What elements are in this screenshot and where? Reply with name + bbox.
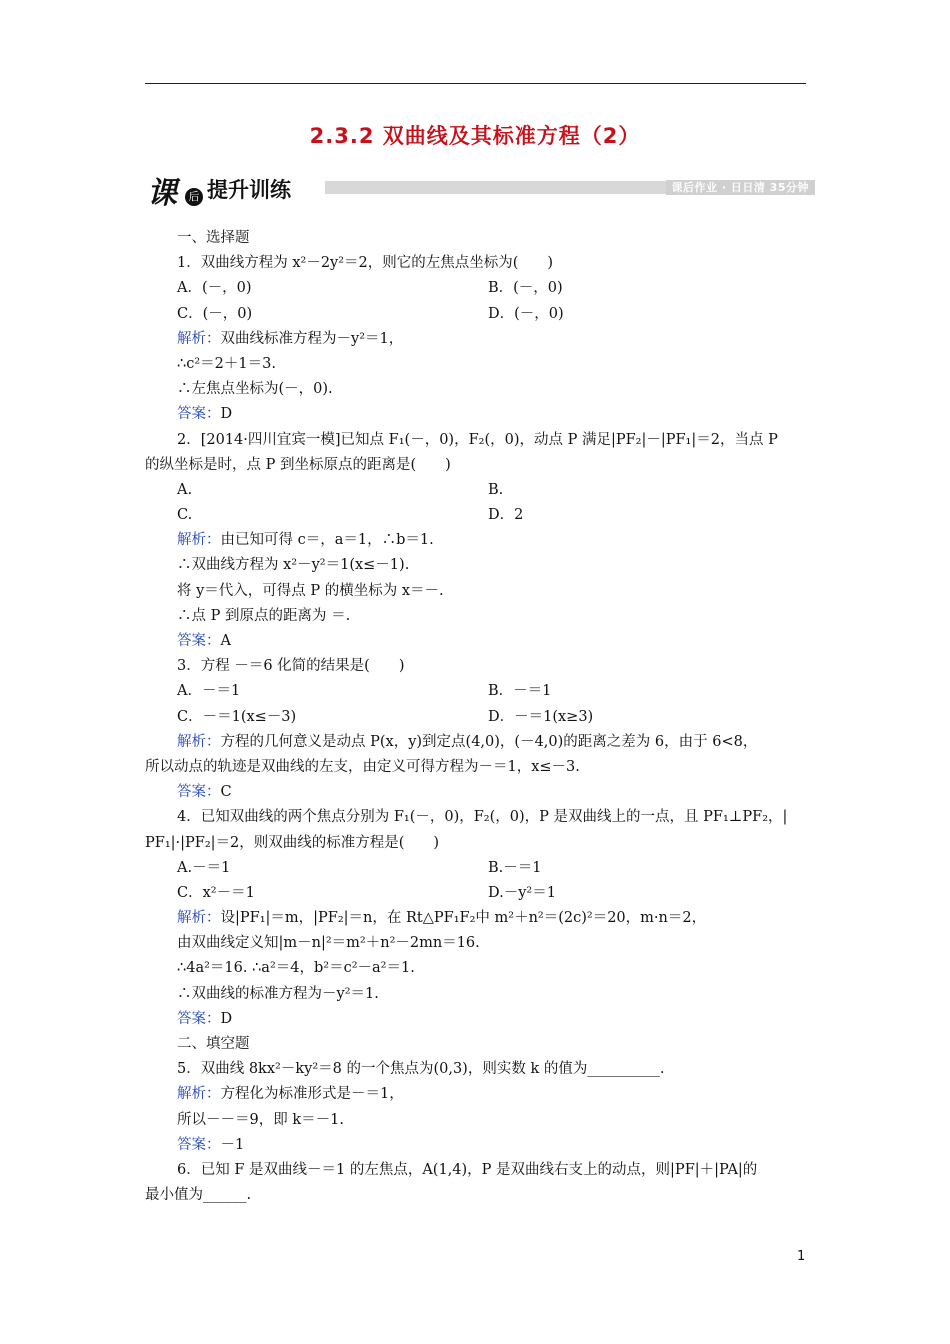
answer-label: 解析： [177, 532, 221, 549]
line-text: 所以－－＝9，即 k＝－1. [177, 1111, 344, 1128]
text-line [145, 730, 807, 755]
line-text: A．(－，0) [177, 280, 252, 297]
text-line [145, 931, 807, 956]
text-line [145, 226, 807, 251]
line-text: 方程的几何意义是动点 P(x，y)到定点(4,0)，(－4,0)的距离之差为 6，由于 6<8， [220, 733, 758, 750]
text-line [145, 1082, 807, 1107]
text-line [145, 251, 807, 276]
line-text: C．－＝1(x≤－3) [177, 708, 297, 725]
line-text: 二、填空题 [177, 1036, 250, 1052]
text-line [145, 377, 807, 402]
line-text: 最小值为______. [145, 1187, 252, 1204]
option-right: D.－y²＝1 [488, 884, 556, 901]
line-text: 一、选择题 [177, 230, 250, 246]
line-text: 设|PF₁|＝m，|PF₂|＝n，在 Rt△PF₁F₂中 m²＋n²＝(2c)²＝20，m·n＝2， [220, 910, 707, 927]
line-text: 3．方程 －＝6 化简的结果是( ) [177, 658, 405, 675]
line-text: A.－＝1 [177, 859, 231, 876]
answer-label: 答案： [177, 406, 221, 423]
text-line [145, 528, 807, 553]
text-line [145, 1183, 807, 1208]
line-text: 2．[2014·四川宜宾一模]已知点 F₁(－，0)，F₂(，0)，动点 P 满足|PF₂|－|PF₁|＝2，当点 P [177, 431, 778, 448]
header-rule [145, 83, 806, 84]
text-line [145, 402, 807, 427]
line-text: A [220, 633, 231, 649]
line-text: A．－＝1 [177, 683, 241, 700]
line-text: 由已知可得 c＝，a＝1，∴b＝1. [220, 532, 434, 549]
option-right: B. [488, 481, 504, 498]
answer-label: 解析： [177, 910, 221, 927]
answer-label: 解析： [177, 1086, 221, 1103]
option-right: B.－＝1 [488, 859, 542, 876]
text-line [145, 705, 807, 730]
answer-label: 解析： [177, 330, 221, 347]
text-line [145, 755, 807, 780]
text-line [145, 906, 807, 931]
answer-label: 解析： [177, 733, 221, 750]
text-line [145, 276, 807, 301]
line-text: 方程化为标准形式是－＝1， [220, 1086, 404, 1103]
line-text: 所以动点的轨迹是双曲线的左支，由定义可得方程为－＝1，x≤－3. [145, 758, 580, 775]
text-line [145, 831, 807, 856]
text-line [145, 478, 807, 503]
line-text: 1．双曲线方程为 x²－2y²＝2，则它的左焦点坐标为( ) [177, 255, 554, 272]
text-line [145, 1032, 807, 1057]
text-line [145, 302, 807, 327]
text-line [145, 428, 807, 453]
line-text: ∴4a²＝16. ∴a²＝4，b²＝c²－a²＝1. [177, 960, 415, 977]
page-title: 2.3.2 双曲线及其标准方程（2） [309, 124, 641, 148]
text-line [145, 352, 807, 377]
banner-logo-char: 课 [147, 176, 177, 211]
text-line [145, 604, 807, 629]
answer-label: 答案： [177, 784, 221, 801]
option-right: D．2 [488, 507, 524, 524]
text-line [145, 856, 807, 881]
text-line [145, 956, 807, 981]
text-line [145, 780, 807, 805]
line-text: D [220, 1010, 233, 1027]
line-text: 6．已知 F 是双曲线－＝1 的左焦点，A(1,4)，P 是双曲线右支上的动点，则|PF|＋|PA|的 [177, 1161, 758, 1178]
line-text: C．x²－＝1 [177, 884, 255, 901]
line-text: C．(－，0) [177, 305, 253, 322]
text-line [145, 805, 807, 830]
document-body [145, 226, 807, 1208]
line-text: ∴双曲线的标准方程为－y²＝1. [177, 985, 379, 1002]
text-line [145, 453, 807, 478]
option-right: D．(－，0) [488, 305, 564, 322]
text-line [145, 881, 807, 906]
banner-tag: 课后作业 · 日日清 35分钟 [666, 180, 815, 195]
line-text: A. [177, 481, 193, 498]
option-right: B．－＝1 [488, 683, 552, 700]
page-number: 1 [797, 1249, 806, 1264]
line-text: C. [177, 507, 193, 524]
option-right: D．－＝1(x≥3) [488, 708, 594, 725]
line-text: 4．已知双曲线的两个焦点分别为 F₁(－，0)，F₂(，0)，P 是双曲线上的一点，且 PF₁⊥PF₂，| [177, 809, 788, 826]
option-right: B．(－，0) [488, 280, 563, 297]
answer-label: 答案： [177, 633, 221, 649]
text-line [145, 503, 807, 528]
line-text: ∴左焦点坐标为(－，0). [177, 381, 333, 398]
section-banner [145, 168, 815, 211]
line-text: 5．双曲线 8kx²－ky²＝8 的一个焦点为(0,3)，则实数 k 的值为__________. [177, 1061, 665, 1078]
line-text: D [220, 406, 233, 423]
text-line [145, 654, 807, 679]
banner-logo-badge: 后 [185, 188, 203, 206]
text-line [145, 982, 807, 1007]
line-text: 将 y＝代入，可得点 P 的横坐标为 x＝－. [177, 582, 444, 599]
text-line [145, 1057, 807, 1082]
text-line [145, 679, 807, 704]
text-line [145, 327, 807, 352]
answer-label: 答案： [177, 1010, 221, 1027]
text-line [145, 1133, 807, 1158]
text-line [145, 629, 807, 654]
text-line [145, 579, 807, 604]
line-text: 的纵坐标是时，点 P 到坐标原点的距离是( ) [145, 456, 451, 473]
line-text: ∴c²＝2＋1＝3. [177, 355, 276, 372]
text-line [145, 553, 807, 578]
text-line [145, 1108, 807, 1133]
line-text: ∴双曲线方程为 x²－y²＝1(x≤－1). [177, 557, 410, 574]
line-text: C [220, 784, 232, 801]
line-text: PF₁|·|PF₂|＝2，则双曲线的标准方程是( ) [145, 834, 440, 851]
answer-label: 答案： [177, 1136, 221, 1153]
line-text: 双曲线标准方程为－y²＝1， [220, 330, 404, 347]
banner-logo-text: 提升训练 [207, 178, 291, 202]
line-text: ∴点 P 到原点的距离为 ＝. [177, 607, 351, 624]
line-text: 由双曲线定义知|m－n|²＝m²＋n²－2mn＝16. [177, 935, 480, 952]
text-line [145, 1158, 807, 1183]
text-line [145, 1007, 807, 1032]
line-text: －1 [220, 1136, 245, 1153]
